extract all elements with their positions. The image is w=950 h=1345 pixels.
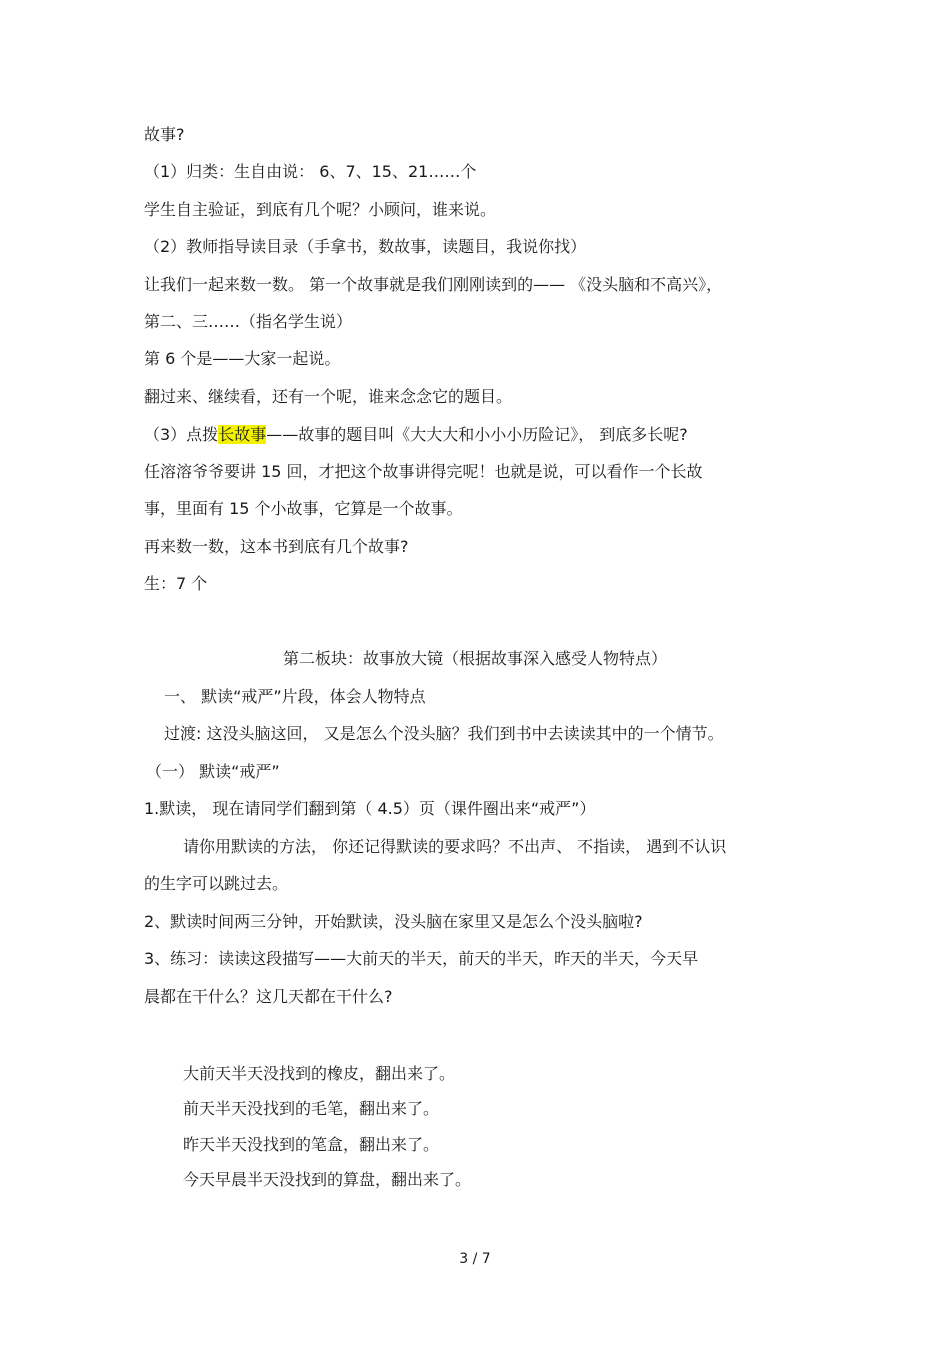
text-line: 第 6 个是——大家一起说。	[144, 349, 341, 368]
highlighted-term: 长故事	[218, 425, 267, 444]
line-prefix: （3）点拨	[144, 425, 219, 444]
quote-line: 今天早晨半天没找到的算盘，翻出来了。	[183, 1170, 472, 1189]
text-line: 事，里面有 15 个小故事，它算是一个故事。	[144, 499, 463, 518]
quote-line: 昨天半天没找到的笔盒，翻出来了。	[183, 1135, 440, 1154]
text-line: 翻过来、继续看，还有一个呢，谁来念念它的题目。	[144, 387, 513, 406]
text-line: 任溶溶爷爷要讲 15 回，才把这个故事讲得完呢！也就是说，可以看作一个长故	[144, 462, 703, 481]
text-line: 再来数一数，这本书到底有几个故事?	[144, 537, 409, 556]
text-line: 1.默读， 现在请同学们翻到第（ 4.5）页（课件圈出来“戒严”）	[144, 799, 596, 818]
text-line: 让我们一起来数一数。 第一个故事就是我们刚刚读到的—— 《没头脑和不高兴》，	[144, 275, 723, 294]
text-line: 学生自主验证，到底有几个呢？小顾问，谁来说。	[144, 200, 497, 219]
text-line: 第二、三……（指名学生说）	[144, 312, 353, 331]
text-line: 生：7 个	[144, 574, 208, 593]
text-line: 晨都在干什么？这几天都在干什么?	[144, 987, 393, 1006]
page-number: 3 / 7	[459, 1251, 491, 1267]
text-line-highlighted	[144, 424, 688, 446]
text-line: 故事?	[144, 125, 185, 144]
quote-line: 大前天半天没找到的橡皮，翻出来了。	[183, 1064, 456, 1083]
section-title: 第二板块：故事放大镜（根据故事深入感受人物特点）	[282, 649, 667, 668]
text-line: （1）归类：生自由说： 6、7、15、21……个	[144, 162, 477, 181]
text-line: 一、 默读“戒严”片段，体会人物特点	[164, 687, 426, 706]
text-line: 3、练习：读读这段描写——大前天的半天，前天的半天，昨天的半天，今天早	[144, 949, 699, 968]
line-suffix: ——故事的题目叫《大大大和小小小历险记》， 到底多长呢?	[266, 425, 688, 444]
quote-line: 前天半天没找到的毛笔，翻出来了。	[183, 1099, 440, 1118]
text-line: 请你用默读的方法， 你还记得默读的要求吗？不出声、 不指读， 遇到不认识	[183, 837, 727, 856]
text-line: 过渡: 这没头脑这回， 又是怎么个没头脑？我们到书中去读读其中的一个情节。	[164, 724, 724, 743]
text-line: （2）教师指导读目录（手拿书，数故事，读题目，我说你找）	[144, 237, 587, 256]
text-line: （一） 默读“戒严”	[146, 762, 280, 781]
text-line: 的生字可以跳过去。	[144, 874, 289, 893]
text-line: 2、默读时间两三分钟，开始默读，没头脑在家里又是怎么个没头脑啦?	[144, 912, 643, 931]
